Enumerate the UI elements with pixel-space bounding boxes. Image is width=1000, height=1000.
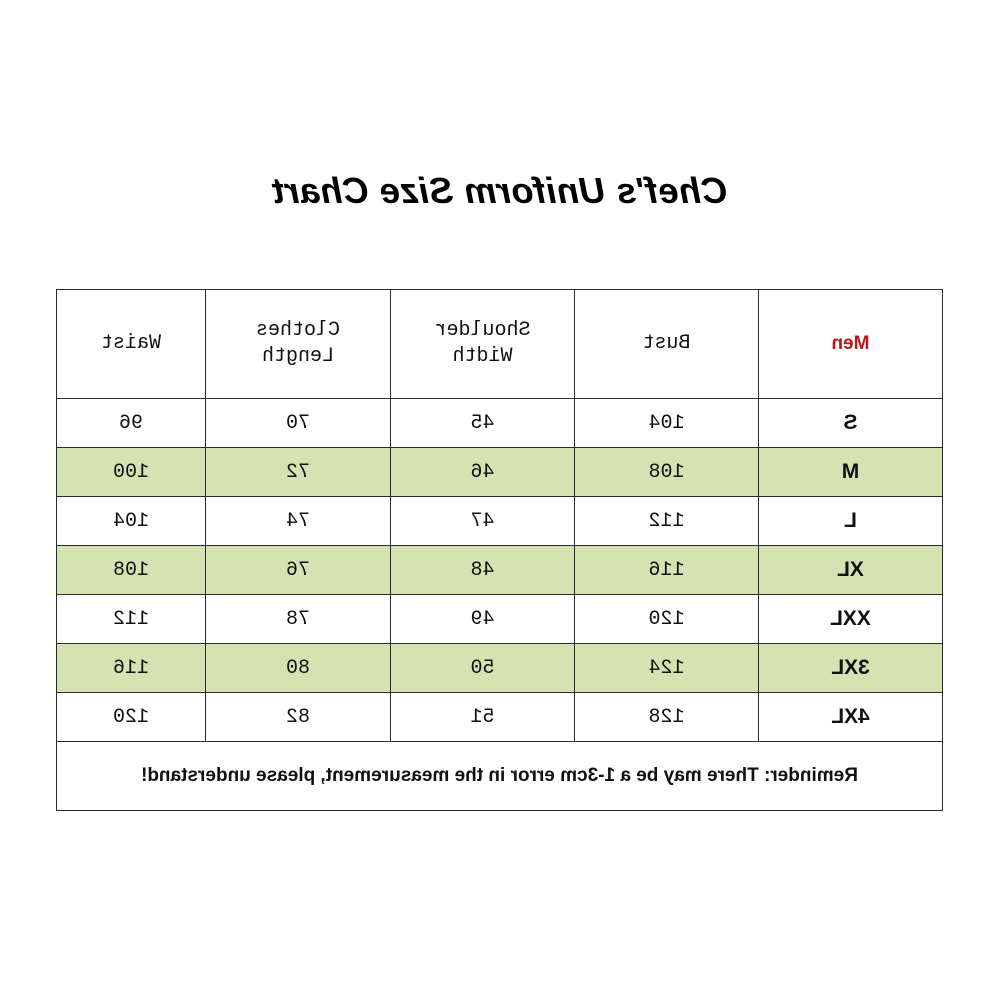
cell-size: M	[759, 448, 943, 497]
cell-size: L	[759, 497, 943, 546]
cell-shoulder: 46	[391, 448, 575, 497]
cell-bust: 120	[575, 595, 759, 644]
cell-shoulder: 50	[391, 644, 575, 693]
cell-length: 70	[206, 399, 391, 448]
cell-waist: 116	[57, 644, 206, 693]
cell-bust: 124	[575, 644, 759, 693]
cell-length: 72	[206, 448, 391, 497]
header-waist: Waist	[57, 290, 206, 399]
cell-shoulder: 51	[391, 693, 575, 742]
cell-waist: 96	[57, 399, 206, 448]
cell-size: XL	[759, 546, 943, 595]
reminder-row	[57, 742, 943, 811]
cell-waist: 104	[57, 497, 206, 546]
table-body	[57, 399, 943, 811]
cell-shoulder: 48	[391, 546, 575, 595]
cell-length: 80	[206, 644, 391, 693]
header-row	[57, 290, 943, 399]
cell-waist: 120	[57, 693, 206, 742]
cell-shoulder: 49	[391, 595, 575, 644]
cell-shoulder: 45	[391, 399, 575, 448]
cell-size: XXL	[759, 595, 943, 644]
header-length-line1: Clothes	[256, 319, 341, 342]
cell-waist: 112	[57, 595, 206, 644]
cell-bust: 108	[575, 448, 759, 497]
table-row	[57, 448, 943, 497]
table-row	[57, 546, 943, 595]
header-length-line2: Length	[262, 345, 335, 368]
header-shoulder-line2: Width	[452, 345, 513, 368]
table-row	[57, 644, 943, 693]
table-row	[57, 399, 943, 448]
cell-waist: 108	[57, 546, 206, 595]
cell-size: 4XL	[759, 693, 943, 742]
cell-bust: 116	[575, 546, 759, 595]
cell-waist: 100	[57, 448, 206, 497]
header-shoulder-width	[391, 290, 575, 399]
page-title: Chef's Uniform Size Chart	[272, 170, 728, 211]
reminder-note: Reminder: There may be a 1-3cm error in the measurement, please understand!	[57, 742, 943, 811]
header-shoulder-line1: Shoulder	[434, 319, 531, 342]
header-clothes-length	[206, 290, 391, 399]
header-men: Men	[759, 290, 943, 399]
cell-length: 74	[206, 497, 391, 546]
cell-size: 3XL	[759, 644, 943, 693]
cell-bust: 128	[575, 693, 759, 742]
cell-size: S	[759, 399, 943, 448]
cell-length: 76	[206, 546, 391, 595]
cell-bust: 112	[575, 497, 759, 546]
cell-length: 82	[206, 693, 391, 742]
table-row	[57, 497, 943, 546]
header-bust: Bust	[575, 290, 759, 399]
size-table	[56, 289, 943, 811]
cell-length: 78	[206, 595, 391, 644]
table-row	[57, 693, 943, 742]
cell-shoulder: 47	[391, 497, 575, 546]
cell-bust: 104	[575, 399, 759, 448]
table-row	[57, 595, 943, 644]
